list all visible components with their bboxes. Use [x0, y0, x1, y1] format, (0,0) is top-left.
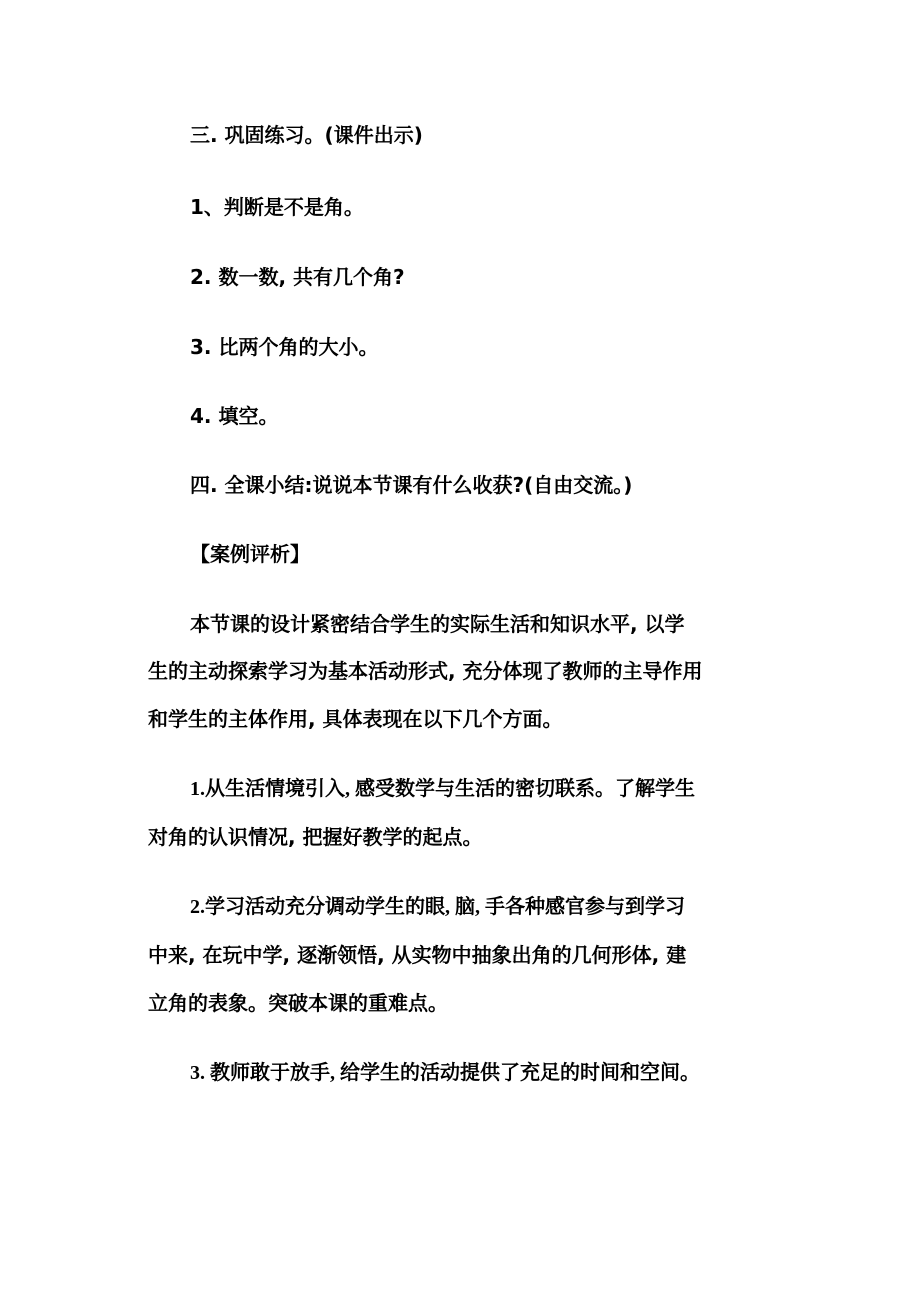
- analysis-heading: 【案例评析】: [190, 542, 310, 566]
- point-1-line-2: 对角的认识情况, 把握好教学的起点。: [148, 825, 483, 849]
- exercise-item-1: 1、判断是不是角。: [190, 195, 364, 219]
- exercise-item-3: 3. 比两个角的大小。: [190, 335, 379, 359]
- point-2-line-3: 立角的表象。突破本课的重难点。: [148, 991, 448, 1015]
- exercise-item-2: 2. 数一数, 共有几个角?: [190, 265, 405, 289]
- analysis-intro-line-2: 生的主动探索学习为基本活动形式, 充分体现了教师的主导作用: [148, 659, 703, 683]
- point-3-line-1: 3. 教师敢于放手, 给学生的活动提供了充足的时间和空间。: [190, 1062, 700, 1084]
- section-four-heading: 四. 全课小结:说说本节课有什么收获?(自由交流。): [190, 473, 633, 497]
- point-1-line-1: 1.从生活情境引入, 感受数学与生活的密切联系。了解学生: [190, 778, 695, 800]
- point-2-line-2: 中来, 在玩中学, 逐渐领悟, 从实物中抽象出角的几何形体, 建: [148, 943, 687, 967]
- exercise-item-4: 4. 填空。: [190, 404, 279, 428]
- point-2-line-1: 2.学习活动充分调动学生的眼, 脑, 手各种感官参与到学习: [190, 896, 685, 918]
- section-three-heading: 三. 巩固练习。(课件出示): [190, 123, 423, 147]
- analysis-intro-line-3: 和学生的主体作用, 具体表现在以下几个方面。: [148, 707, 563, 731]
- analysis-intro-line-1: 本节课的设计紧密结合学生的实际生活和知识水平, 以学: [190, 612, 685, 636]
